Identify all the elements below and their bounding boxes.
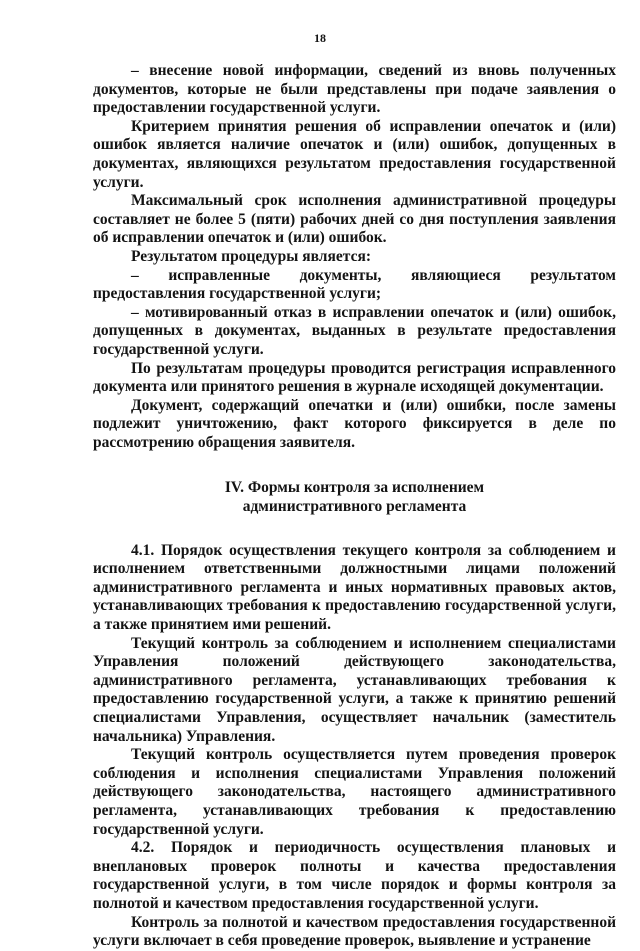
paragraph: 4.1. Порядок осуществления текущего контроля за соблюдением и исполнением ответственными должностными лицами положений административного регламента и иных нормативных правовых актов, устанавливающих требования к предоставлению государственной услуги, а также принятием ими решений. (93, 541, 616, 634)
paragraph: Результатом процедуры является: (131, 247, 372, 265)
paragraph: Документ, содержащий опечатки и (или) ошибки, после замены подлежит уничтожению, факт которого фиксируется в деле по рассмотрению обращения заявителя. (93, 396, 616, 451)
section-heading-line: административного регламента (242, 498, 467, 516)
page-number: 18 (314, 31, 326, 45)
paragraph: Максимальный срок исполнения административной процедуры составляет не более 5 (пяти) рабочих дней со дня поступления заявления об исправлении опечаток и (или) ошибок. (93, 192, 616, 247)
section-heading (93, 479, 616, 516)
paragraph: По результатам процедуры проводится регистрация исправленного документа или принятого решения в журнале исходящей документации. (93, 359, 616, 396)
paragraph: Текущий контроль за соблюдением и исполнением специалистами Управления положений действующего законодательства, административного регламента, устанавливающих требования к предоставлению государственной услуги, а также к принятию решений специалистами Управления, осуществляет начальник (заместитель начальника) Управления. (93, 634, 616, 745)
paragraph: Контроль за полнотой и качеством предоставления государственной услуги включает в себя проведение проверок, выявление и устранение (93, 913, 616, 950)
document-body (93, 62, 616, 951)
paragraph: Критерием принятия решения об исправлении опечаток и (или) ошибок является наличие опечаток и (или) ошибок, допущенных в документах, являющихся результатом предоставления государственной услуги. (93, 117, 616, 191)
section-heading-line: IV. Формы контроля за исполнением (224, 479, 485, 497)
paragraph: – исправленные документы, являющиеся результатом предоставления государственной услуги; (93, 266, 616, 303)
paragraph: Текущий контроль осуществляется путем проведения проверок соблюдения и исполнения специалистами Управления положений действующего законодательства, настоящего административного регламента, устанавливающих требования к предоставлению государственной услуги. (93, 746, 616, 838)
paragraph: 4.2. Порядок и периодичность осуществления плановых и внеплановых проверок полноты и качества предоставления государственной услуги, в том числе порядок и формы контроля за полнотой и качеством предоставления государственной услуги. (93, 839, 616, 912)
paragraph: – мотивированный отказ в исправлении опечаток и (или) ошибок, допущенных в документах, выданных в результате предоставления государственной услуги. (93, 303, 616, 358)
paragraph: – внесение новой информации, сведений из вновь полученных документов, которые не были представлены при подаче заявления о предоставлении государственной услуги. (93, 62, 616, 117)
